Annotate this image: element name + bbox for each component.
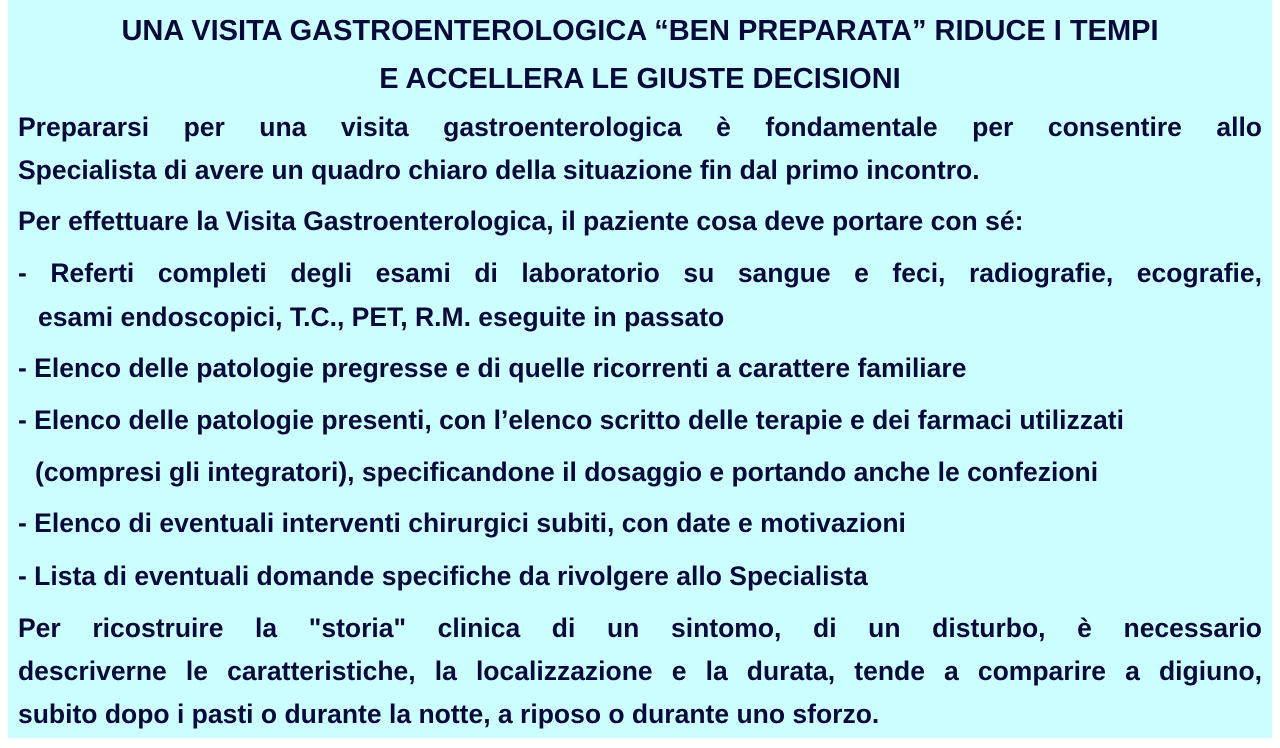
list-item-current-pathologies-line-2: (compresi gli integratori), specificandone il dosaggio e portando anche le confezioni <box>35 457 1099 487</box>
intro-line-1: Prepararsi per una visita gastroenterologica è fondamentale per consentire allo <box>18 112 1262 142</box>
what-to-bring-heading: Per effettuare la Visita Gastroenterologica, il paziente cosa deve portare con sé: <box>18 206 1024 236</box>
history-line-2: descriverne le caratteristiche, la localizzazione e la durata, tende a comparire a digiuno, <box>18 656 1262 686</box>
list-item-reports-line-2: esami endoscopici, T.C., PET, R.M. eseguite in passato <box>38 302 725 332</box>
page-title-line-1: UNA VISITA GASTROENTEROLOGICA “BEN PREPARATA” RIDUCE I TEMPI <box>121 15 1159 47</box>
intro-line-2: Specialista di avere un quadro chiaro della situazione fin dal primo incontro. <box>18 155 980 185</box>
info-panel <box>8 0 1272 738</box>
list-item-questions: - Lista di eventuali domande specifiche da rivolgere allo Specialista <box>18 561 868 591</box>
page-title-line-2: E ACCELLERA LE GIUSTE DECISIONI <box>379 63 901 95</box>
list-item-reports-line-1: - Referti completi degli esami di laboratorio su sangue e feci, radiografie, ecografie, <box>18 258 1262 288</box>
history-line-3: subito dopo i pasti o durante la notte, a riposo o durante uno sforzo. <box>18 699 880 729</box>
list-item-surgeries: - Elenco di eventuali interventi chirurgici subiti, con date e motivazioni <box>18 508 906 538</box>
list-item-current-pathologies-line-1: - Elenco delle patologie presenti, con l’elenco scritto delle terapie e dei farmaci utilizzati <box>18 405 1124 435</box>
list-item-past-pathologies: - Elenco delle patologie pregresse e di quelle ricorrenti a carattere familiare <box>18 353 967 383</box>
history-line-1: Per ricostruire la "storia" clinica di un sintomo, di un disturbo, è necessario <box>18 613 1262 643</box>
